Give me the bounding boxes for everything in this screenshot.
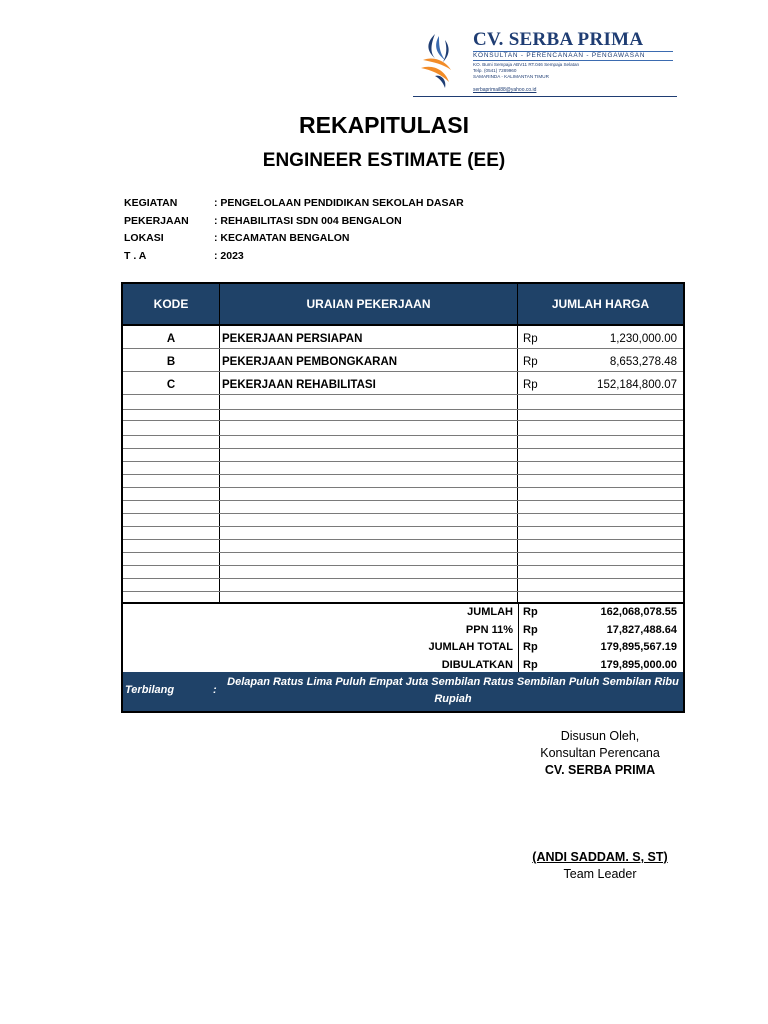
info-value: : PENGELOLAAN PENDIDIKAN SEKOLAH DASAR (214, 197, 464, 209)
signature-company: CV. SERBA PRIMA (544, 763, 656, 777)
company-name: CV. SERBA PRIMA (473, 29, 644, 50)
total-currency: Rp (523, 658, 538, 671)
total-amount: 17,827,488.64 (606, 623, 677, 636)
address-line: KO. Bumi Sempaja ABV11 RT.046 Sempaja Selatan (473, 62, 580, 67)
terbilang-colon: : (213, 684, 217, 696)
row-currency: Rp (523, 333, 538, 345)
empty-row (123, 553, 683, 566)
info-value: : REHABILITASI SDN 004 BENGALON (214, 214, 402, 227)
empty-row (123, 566, 683, 579)
total-amount: 162,068,078.55 (600, 606, 677, 618)
terbilang-row (123, 672, 683, 711)
empty-row (123, 488, 683, 501)
total-currency: Rp (523, 641, 538, 653)
row-currency: Rp (523, 379, 538, 391)
empty-row (123, 475, 683, 488)
company-email[interactable]: serbaprimail88@yahoo.co.id (473, 87, 537, 93)
header-jumlah-harga: JUMLAH HARGA (551, 297, 650, 311)
empty-row (123, 501, 683, 514)
total-row-ppn (123, 622, 683, 640)
row-kode: A (166, 333, 176, 345)
empty-row (123, 421, 683, 436)
terbilang-label: Terbilang (125, 684, 175, 696)
signature-name: (ANDI SADDAM. S, ST) (532, 850, 668, 864)
empty-row (123, 579, 683, 592)
signature-role-consultant: Konsultan Perencana (540, 746, 660, 760)
empty-row (123, 399, 683, 410)
table-row (123, 376, 683, 395)
city-line: SAMARINDA - KALIMANTAN TIMUR (473, 74, 549, 79)
total-label: JUMLAH (467, 606, 513, 618)
total-label: DIBULATKAN (441, 658, 513, 671)
table-body (123, 326, 683, 604)
total-label: JUMLAH TOTAL (428, 641, 513, 653)
signature-title: Team Leader (563, 867, 637, 881)
row-uraian: PEKERJAAN PERSIAPAN (222, 333, 363, 345)
empty-row (123, 540, 683, 553)
total-currency: Rp (523, 623, 538, 636)
info-label: LOKASI (124, 232, 164, 244)
row-amount: 152,184,800.07 (597, 379, 677, 391)
info-value: : KECAMATAN BENGALON (214, 232, 350, 244)
recap-table (121, 282, 685, 713)
table-header (123, 284, 683, 326)
info-value: : 2023 (214, 249, 244, 262)
document-title: REKAPITULASI (299, 112, 469, 138)
company-services: KONSULTAN - PERENCANAAN - PENGAWASAN (473, 51, 673, 61)
phone-line: Telp. (0541) 7289960 (473, 68, 517, 73)
total-label: PPN 11% (465, 623, 513, 636)
total-currency: Rp (523, 606, 538, 618)
row-uraian: PEKERJAAN REHABILITASI (222, 379, 376, 391)
empty-row (123, 462, 683, 475)
row-uraian: PEKERJAAN PEMBONGKARAN (222, 356, 398, 368)
row-kode: C (166, 379, 176, 391)
row-amount: 1,230,000.00 (609, 333, 677, 345)
info-label: PEKERJAAN (124, 214, 189, 227)
row-amount: 8,653,278.48 (609, 356, 677, 368)
header-kode: KODE (153, 297, 189, 311)
row-kode: B (166, 356, 176, 368)
empty-row (123, 514, 683, 527)
row-currency: Rp (523, 356, 538, 368)
empty-row (123, 436, 683, 449)
total-row-jumlah-total (123, 639, 683, 657)
company-logo-icon (415, 30, 467, 90)
empty-row (123, 410, 683, 421)
terbilang-text: Delapan Ratus Lima Puluh Empat Juta Sembilan Ratus Sembilan Puluh Sembilan Ribu Rupiah (227, 676, 679, 705)
total-row-jumlah (123, 604, 683, 622)
table-row (123, 353, 683, 372)
info-label: T . A (124, 249, 147, 262)
totals-section (123, 602, 683, 674)
table-row (123, 330, 683, 349)
info-label: KEGIATAN (124, 197, 178, 209)
header-uraian: URAIAN PEKERJAAN (306, 297, 431, 311)
letterhead (413, 28, 677, 97)
signature-prepared-by: Disusun Oleh, (560, 729, 640, 743)
empty-row (123, 527, 683, 540)
empty-row (123, 449, 683, 462)
total-amount: 179,895,000.00 (600, 658, 677, 671)
total-amount: 179,895,567.19 (600, 641, 677, 653)
document-subtitle: ENGINEER ESTIMATE (EE) (262, 150, 506, 171)
